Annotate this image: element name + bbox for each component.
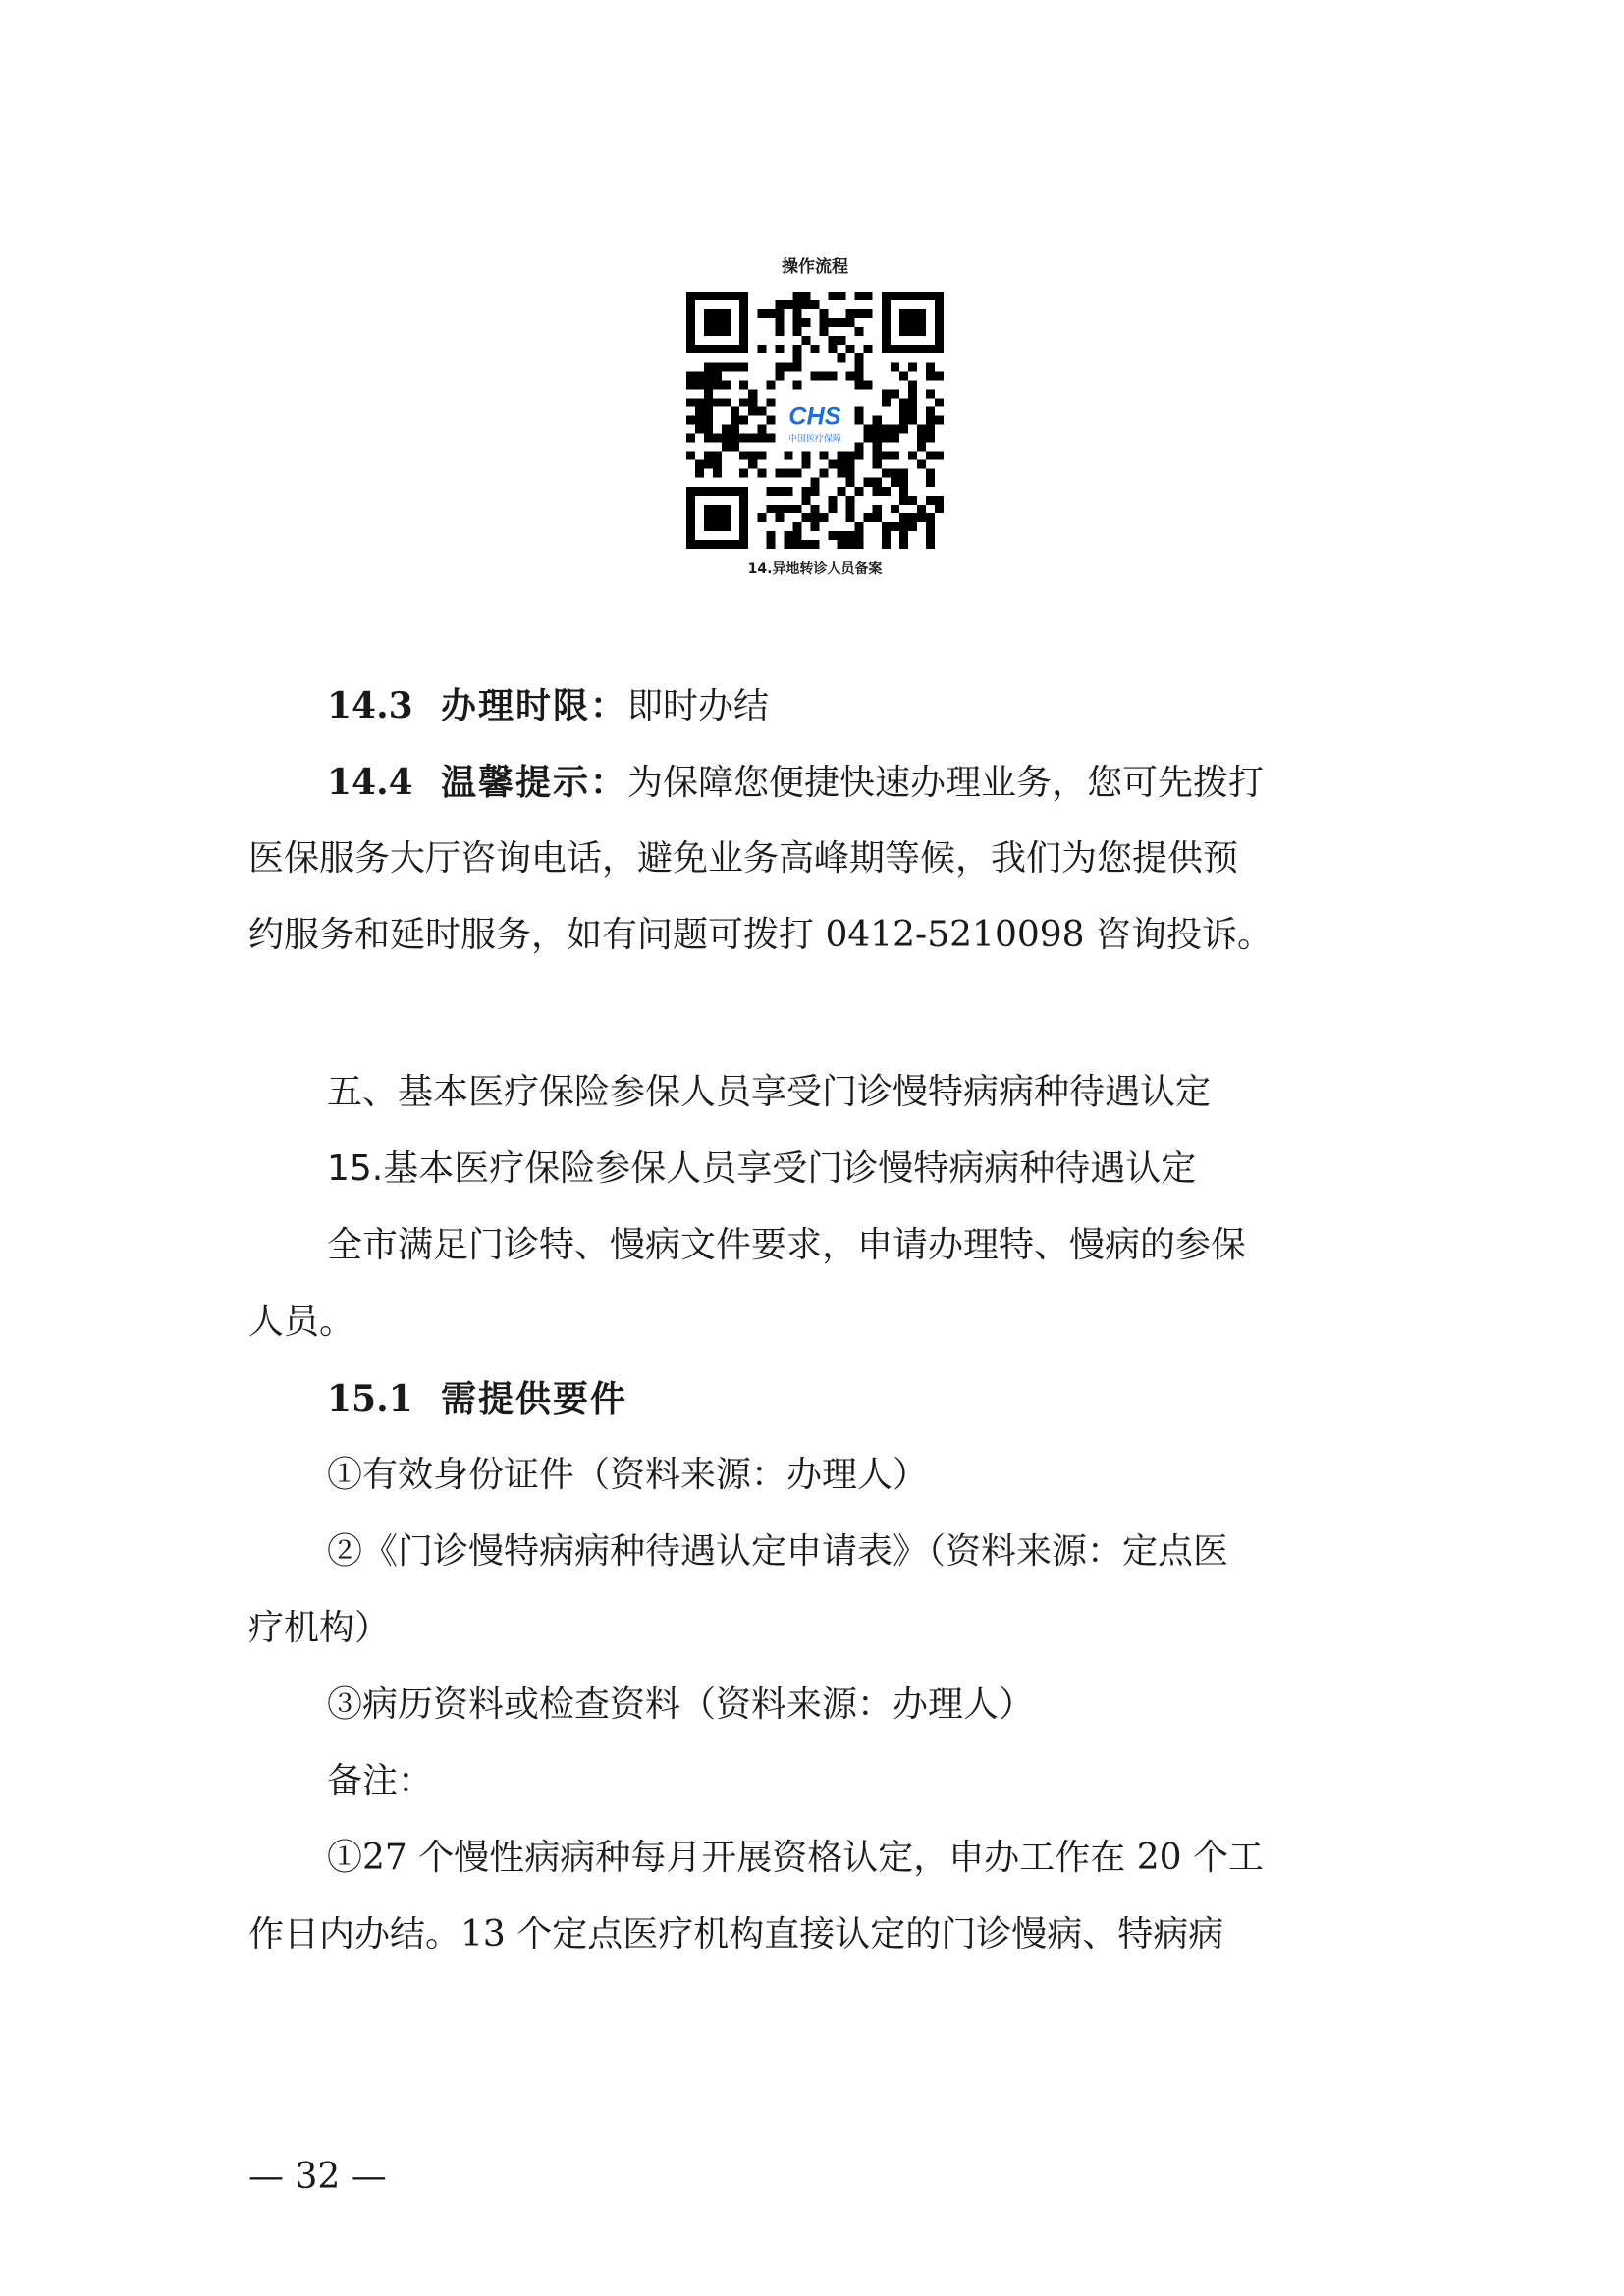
section-description-line-2: 人员。 [248, 1302, 355, 1342]
section-label: 办理时限： [441, 685, 628, 726]
note-item-1-line-1: ①27 个慢性病病种每月开展资格认定，申办工作在 20 个工 [327, 1838, 1264, 1878]
section-14-4-line-3: 约服务和延时服务，如有问题可拨打 0412-5210098 咨询投诉。 [248, 915, 1272, 955]
qr-code-block [677, 257, 952, 578]
section-14-4-line-2: 医保服务大厅咨询电话，避免业务高峰期等候，我们为您提供预 [248, 838, 1239, 879]
section-14-4-line-1 [248, 757, 1466, 809]
section-number: 14.3 [327, 685, 413, 726]
chs-logo-text: CHS [788, 402, 841, 431]
section-label: 温馨提示： [441, 762, 628, 803]
section-14-3-line [248, 680, 1466, 732]
section-number: 14.4 [327, 762, 413, 803]
requirement-item-1: ①有效身份证件（资料来源：办理人） [327, 1455, 929, 1495]
requirement-item-2-line-1: ②《门诊慢特病病种待遇认定申请表》（资料来源：定点医 [327, 1531, 1229, 1572]
chs-logo-icon [780, 394, 850, 447]
requirement-item-2-line-2: 疗机构） [248, 1608, 391, 1648]
page-number: — 32 — [248, 2157, 387, 2197]
qr-code-image[interactable] [686, 292, 944, 549]
section-label: 需提供要件 [441, 1378, 628, 1419]
qr-finder-bottom-left-icon [686, 487, 748, 549]
qr-title: 操作流程 [782, 257, 848, 277]
section-text: 即时办结 [627, 686, 770, 726]
section-heading: 五、基本医疗保险参保人员享受门诊慢特病病种待遇认定 [327, 1072, 1212, 1112]
section-number: 15.1 [327, 1378, 413, 1419]
section-subheading: 15.基本医疗保险参保人员享受门诊慢特病病种待遇认定 [327, 1148, 1197, 1189]
note-item-1-line-2: 作日内办结。13 个定点医疗机构直接认定的门诊慢病、特病病 [248, 1914, 1224, 1954]
note-label: 备注： [327, 1761, 434, 1801]
qr-finder-top-right-icon [882, 292, 944, 353]
qr-caption: 14.异地转诊人员备案 [747, 561, 883, 577]
qr-finder-top-left-icon [686, 292, 748, 353]
requirement-item-3: ③病历资料或检查资料（资料来源：办理人） [327, 1684, 1035, 1725]
section-15-1-line [248, 1373, 1466, 1425]
section-description-line-1: 全市满足门诊特、慢病文件要求，申请办理特、慢病的参保 [327, 1225, 1247, 1265]
section-text: 为保障您便捷快速办理业务，您可先拨打 [627, 763, 1265, 803]
chs-logo-subtext: 中国医疗保障 [787, 434, 842, 445]
